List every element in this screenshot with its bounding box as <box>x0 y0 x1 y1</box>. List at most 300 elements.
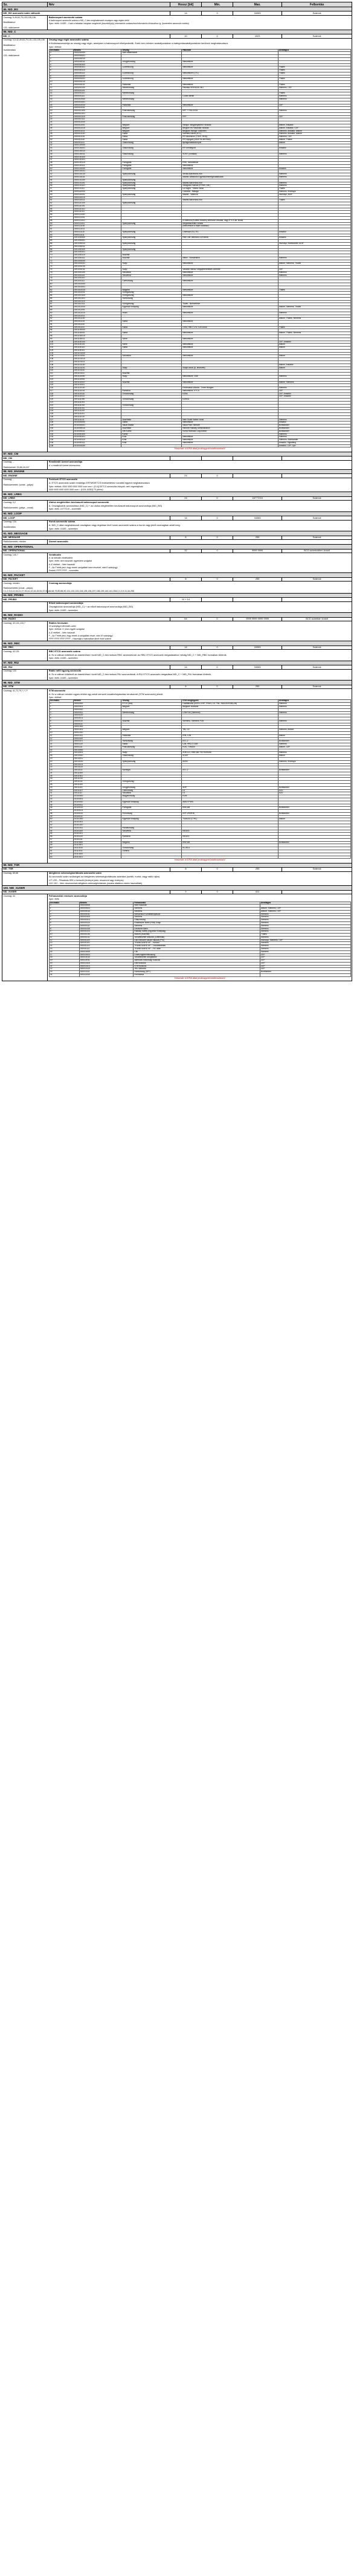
variable-name-text: NID_MESSAGE <box>3 536 21 539</box>
variable-max: 255 <box>233 685 282 689</box>
variable-min: 0 <box>202 617 233 621</box>
variable-min: 0 <box>202 516 233 521</box>
section-body-row <box>2 520 352 531</box>
xuser-codes-table-header-cell: Felhasználó <box>134 902 260 905</box>
xuser-codes-table-cell: TRAINGUARD MT – funkció <box>134 942 260 945</box>
country-codes-table-cell: 88 <box>49 306 73 309</box>
stm-codes-table-cell: Bombardier <box>278 841 350 844</box>
country-codes-table-cell: Alstom, Siemens <box>278 381 350 384</box>
country-codes-table-cell: 0010000000 <box>73 421 121 425</box>
country-codes-table-cell: 47 <box>49 188 73 191</box>
country-codes-table-cell: Belgium és Hollandia vonalak <box>182 127 278 130</box>
country-codes-table-cell: Nemzetkive, DAE <box>182 375 278 378</box>
section-values-row <box>2 516 352 521</box>
stm-codes-table-cell: 1 <box>49 705 73 708</box>
variable-name-text: NID_TSR <box>3 867 13 871</box>
stm-codes-table-cell: Horvátország <box>121 827 182 830</box>
country-codes-table-cell: 55 <box>49 211 73 214</box>
section-values-row <box>2 867 352 871</box>
variable-resolution: Számok <box>282 867 352 871</box>
country-codes-table-cell: 0000001001 <box>73 78 121 81</box>
section-body-row <box>2 501 352 511</box>
description-title: Rádió infill egység azonosító <box>48 669 82 673</box>
country-codes-table-cell: 0000111100 <box>73 225 121 228</box>
country-codes-table-cell: Belgium <box>121 124 182 127</box>
country-codes-table-cell: Nemzetkive <box>182 381 278 384</box>
country-codes-table-cell: 0000010101 <box>73 112 121 115</box>
variable-resolution: Számok <box>282 665 352 670</box>
country-codes-table-cell: 0001101010 <box>73 358 121 361</box>
description-title: Fedélzeti ETCS azonosító <box>48 478 78 481</box>
country-codes-table-cell: Ausztria <box>121 257 182 260</box>
country-codes-table-cell: CEF <box>278 104 350 107</box>
section-heading: 92. NID_OPERATIONAL <box>2 545 352 549</box>
country-codes-table-cell: 0000110000 <box>73 190 121 193</box>
description-note: Spec. érték <box>48 898 59 901</box>
country-codes-table-cell: 0001101001 <box>73 355 121 358</box>
stm-codes-table-cell: 2 <box>49 708 73 711</box>
country-codes-table-cell: 0000110010 <box>73 196 121 199</box>
xuser-codes-table-header-cell: Decimális <box>49 902 79 905</box>
country-codes-table-cell: 134 <box>49 439 73 442</box>
stm-codes-table-cell: 27 <box>49 781 73 784</box>
country-codes-table-cell: 120 <box>49 399 73 402</box>
country-codes-table-cell: Spanyolország <box>121 193 182 196</box>
stm-codes-table-cell: 49 <box>49 844 73 847</box>
stm-codes-table-cell: Csatlakozás (ASFA, KHP, TRIUV, LS, TBL, INDUSI/PZB/LZB) <box>182 703 278 706</box>
xuser-codes-table-cell: 000000001 <box>79 908 134 911</box>
stm-codes-table-cell: 18 <box>49 755 73 758</box>
country-codes-table-cell: 0001000101 <box>73 251 121 254</box>
xuser-codes-table-cell: CEF <box>260 968 350 971</box>
country-codes-table-cell: Thales <box>278 66 350 69</box>
xuser-codes-table-cell: 3 <box>49 913 79 916</box>
section-body-row <box>2 582 352 593</box>
stm-codes-table-header-cell: STM megjegyzés <box>182 700 278 703</box>
country-codes-table-cell: 0000100001 <box>73 147 121 150</box>
variable-resolution: BCD-számban kódolt <box>282 617 352 621</box>
stm-codes-table-cell: INDUSI <box>182 830 278 833</box>
xuser-codes-table-cell: CBI <box>134 950 260 953</box>
country-codes-table-cell: Svájc <box>121 263 182 266</box>
country-codes-table-cell: Belgium <box>121 130 182 133</box>
country-codes-table-cell: Ausztria <box>121 381 182 384</box>
country-codes-table-cell: Nemzetkive <box>182 306 278 309</box>
xuser-codes-table-cell: Siemens <box>134 908 260 911</box>
stm-codes-table-cell: 00101100 <box>73 830 121 833</box>
section-description <box>48 460 352 469</box>
country-codes-table-cell: 0000110001 <box>73 193 121 196</box>
country-codes-table-cell: 0000001100 <box>73 86 121 89</box>
variable-min: 0 <box>202 577 233 582</box>
country-codes-table-cell: 74 <box>49 266 73 269</box>
country-codes-table-cell: Nemzetkive, ETCS <box>182 389 278 392</box>
country-codes-table-cell: Invensys, Bombardier, ADIF <box>278 243 350 246</box>
country-codes-table-cell: Szlovákia <box>121 271 182 274</box>
country-codes-table-cell: 0000000100 <box>73 63 121 66</box>
country-codes-table-cell: 65 <box>49 240 73 243</box>
country-codes-table-cell: Madrid-Barcelona-Irún <box>182 182 278 185</box>
section-heading: 90. NID_LOOP <box>2 511 352 516</box>
country-codes-table-cell: Spanyolország <box>121 188 182 191</box>
col-hossz: Hossz [bit] <box>170 2 201 7</box>
country-codes-table-cell: Thales <box>278 326 350 329</box>
stm-codes-table-cell: Ausztria <box>121 720 182 723</box>
stm-codes-table-cell: 00010100 <box>73 760 121 763</box>
xuser-codes-table-cell: Railway Safety (Egyesült Királyság) <box>134 931 260 934</box>
country-codes-table-cell: 0000001010 <box>73 81 121 84</box>
description-title: Csomag azonosítója <box>48 581 72 585</box>
country-codes-table-cell: 18 <box>49 104 73 107</box>
stm-codes-table-cell: Szlovénia <box>121 830 182 833</box>
country-codes-table-cell: RFI nemlegiutt <box>182 147 278 150</box>
country-codes-table-cell: 0000010010 <box>73 104 121 107</box>
section-body-row <box>2 553 352 573</box>
country-codes-table-cell: Luxembourg <box>121 66 182 69</box>
xuser-codes-table-cell <box>260 974 350 977</box>
country-codes-table-cell: 119 <box>49 396 73 399</box>
stm-codes-table-cell: 00101110 <box>73 836 121 839</box>
footer-note: Használt: ki ERA által jóváhagyott kódkiosztástól <box>174 976 225 979</box>
country-codes-table-cell: 11 <box>49 84 73 87</box>
country-codes-table-cell: 130 <box>49 428 73 431</box>
country-codes-table-cell: 22 <box>49 115 73 118</box>
description-title: Balízcsoport azonosító száma <box>48 15 83 19</box>
country-codes-table-cell: Korea <box>121 433 182 436</box>
country-codes-table-cell: Hollandia <box>121 84 182 87</box>
country-codes-table-cell: 0001011000 <box>73 306 121 309</box>
stm-codes-table-cell: 00001001 <box>73 729 121 732</box>
xuser-codes-table-cell: 4 <box>49 916 79 919</box>
country-codes-table-cell: 2 <box>49 58 73 61</box>
country-codes-table-cell: GSM, HBO, LHL 2-es vonal <box>182 326 278 329</box>
country-codes-table-cell: 58 <box>49 219 73 222</box>
country-codes-table-cell: 0001110111 <box>73 396 121 399</box>
country-codes-table-cell: Nemzetkive <box>182 436 278 439</box>
xuser-codes-table-cell: 1 <box>49 908 79 911</box>
country-codes-table-cell: Tüzék., Nemzetkive <box>182 303 278 306</box>
country-codes-table-header-cell: Használt <box>182 49 278 52</box>
section-heading: 87. NID_CM <box>2 452 352 456</box>
country-codes-table-cell: 81 <box>49 286 73 289</box>
country-codes-table-header-cell: Alvállagos <box>278 49 350 52</box>
country-codes-table-cell: Nemzetkive <box>182 347 278 350</box>
stm-codes-table-cell: 00100010 <box>73 801 121 804</box>
country-codes-table-cell: CEF, Ansaldo <box>278 396 350 399</box>
xuser-codes-table-cell: Nem használt <box>134 905 260 908</box>
xuser-codes-table-cell: 000000010 <box>79 910 134 913</box>
country-codes-table-cell: Svédország <box>121 297 182 300</box>
country-codes-table-cell: 0000000000 <box>73 52 121 55</box>
country-codes-table-cell: Alstom, Siemens, Thales <box>278 306 350 309</box>
variable-resolution: Számok <box>282 685 352 689</box>
country-codes-table-cell: Nemzetkive <box>182 439 278 442</box>
stm-codes-table-cell: Siemens <box>278 743 350 746</box>
xuser-codes-table-cell: CEF <box>260 956 350 960</box>
country-codes-table-cell: Nem alkalmazott <box>121 52 182 55</box>
variable-name <box>2 536 170 540</box>
country-codes-table-cell: 3 <box>49 60 73 63</box>
section-heading: 95. NID_RADIO <box>2 613 352 617</box>
country-codes-table-cell: Svájci vonal (A, tervezett) <box>182 367 278 370</box>
country-codes-table-cell: Spanyolország <box>121 179 182 182</box>
stm-codes-table-cell: 00101000 <box>73 818 121 821</box>
variable-length: 14 <box>170 11 201 16</box>
col-nev: Név <box>48 2 170 7</box>
country-codes-table-cell: Olaszország <box>121 147 182 150</box>
stm-codes-table-cell: 26 <box>49 778 73 781</box>
stm-codes-table-cell: Alstom, CEF <box>278 746 350 749</box>
stm-codes-table-cell: AZD <box>278 792 350 795</box>
country-codes-table-cell: 16 <box>49 98 73 101</box>
country-codes-table-cell: 0001100011 <box>73 338 121 341</box>
section-values-row <box>2 496 352 501</box>
section-heading-row <box>2 593 352 597</box>
country-codes-table-cell: Ansaldo, Signalling <box>278 441 350 444</box>
country-codes-table-cell: 113 <box>49 378 73 381</box>
country-codes-table-cell: Nemzetkive <box>182 332 278 335</box>
variable-length: 10 + 14 <box>170 598 201 602</box>
xuser-codes-table-cell: 16 <box>49 950 79 953</box>
variable-length: 32 <box>170 549 201 553</box>
xuser-codes-table-cell: CEF <box>260 960 350 963</box>
country-codes-table-cell: 41 <box>49 170 73 173</box>
stm-codes-table-cell: Németország <box>121 711 182 714</box>
stm-codes-table-cell: 00000110 <box>73 720 121 723</box>
country-codes-table-cell: Siemens <box>278 182 350 185</box>
country-codes-table-cell: Saudi Arábia <box>121 425 182 428</box>
stm-codes-table-cell: LS <box>182 789 278 792</box>
country-codes-table-cell: Spanyolország <box>121 222 182 225</box>
xuser-codes-table-cell: 5 <box>49 919 79 922</box>
stm-codes-table-cell: Litvánia <box>121 850 182 853</box>
stm-codes-table-cell: 00010000 <box>73 749 121 752</box>
country-codes-table-cell: megvalasztható vonala <box>182 222 278 225</box>
country-codes-table-cell: Siemens <box>278 173 350 176</box>
description-title: Rádiós hívószám <box>48 621 68 624</box>
col-felbontas: Felbontás <box>282 2 352 7</box>
stm-codes-table-cell: Franciaország <box>121 746 182 749</box>
country-codes-table-cell: 0 <box>49 52 73 55</box>
variable-length: 8 <box>170 867 201 871</box>
xuser-codes-table-cell: Rhaetische Bahn (RhB) Svájc <box>134 921 260 924</box>
xuser-codes-table-cell: Siemens <box>134 924 260 928</box>
country-codes-table-cell: Románia <box>121 389 182 392</box>
country-codes-table-cell: 84 <box>49 295 73 298</box>
country-codes-table-cell: 43 <box>49 176 73 179</box>
stm-codes-table-cell <box>121 856 182 859</box>
country-codes-table-cell: 0010001000 <box>73 444 121 447</box>
country-codes-table-cell: Nemzetkive <box>182 321 278 324</box>
country-codes-table-cell: Madrid - Valencia <box>182 193 278 196</box>
country-codes-table-cell: Siemens <box>278 110 350 113</box>
country-codes-table-cell: Nemzetkive <box>182 78 278 81</box>
stm-codes-table-cell: 28 <box>49 784 73 787</box>
country-codes-table-cell: 26 <box>49 127 73 130</box>
country-codes-table-cell: 116 <box>49 387 73 390</box>
section-body-row <box>2 871 352 886</box>
country-codes-table-cell: Siemens <box>278 257 350 260</box>
country-codes-table-cell: 36 <box>49 156 73 159</box>
stm-codes-table-cell: 00000010 <box>73 708 121 711</box>
stm-codes-table-cell: 3 <box>49 711 73 714</box>
country-codes-table-cell: Egyesült Királyság <box>121 306 182 309</box>
country-codes-table-cell: 0001111000 <box>73 399 121 402</box>
stm-codes-table-cell: 39 <box>49 815 73 818</box>
country-codes-table-cell: 0001100101 <box>73 344 121 347</box>
stm-codes-table-cell: 00101010 <box>73 824 121 827</box>
stm-codes-table-cell: Portugália <box>121 807 182 810</box>
country-codes-table-cell: 29 <box>49 136 73 139</box>
description-text: A: Ez a változó kötelező az áramkörben hívott NID_C-hez tartozó RBC azonosítónál. Az RBC ETCS azonosító megadásához mindig NID_C + NID_RBC formában történik. <box>48 653 227 656</box>
stm-codes-table-cell: 00001000 <box>73 726 121 729</box>
variable-length: 8 <box>170 685 201 689</box>
country-codes-table-cell: 0000000110 <box>73 69 121 72</box>
variable-name-text: NID_RBC <box>3 646 14 649</box>
country-codes-table-cell: 0010000011 <box>73 430 121 433</box>
stm-codes-table-cell: 00011100 <box>73 784 121 787</box>
stm-codes-table-cell: Belgium <box>121 729 182 732</box>
country-codes-table-cell: SONT (vonalak) <box>182 153 278 156</box>
country-codes-table-cell: 27 <box>49 130 73 133</box>
variable-resolution: Számok <box>282 516 352 521</box>
country-codes-table-cell: Nemzetkive <box>182 104 278 107</box>
country-codes-table-cell: Nemzetkive <box>182 271 278 274</box>
country-codes-table-cell: 23 <box>49 118 73 121</box>
section-usage: Rádióüzenetek: minden <box>2 540 48 545</box>
description-title: Utolsó megfelelően beolvasott balízcsoport azonosító <box>48 500 109 504</box>
stm-codes-table-cell: 00011111 <box>73 792 121 795</box>
country-codes-table-cell: 131 <box>49 430 73 433</box>
country-codes-table-cell: 0010000100 <box>73 433 121 436</box>
country-codes-table-cell: 0000011101 <box>73 136 121 139</box>
stm-codes-table-cell: Bulgária <box>121 841 182 844</box>
xuser-codes-table-cell: 6 <box>49 921 79 924</box>
country-codes-table-cell: Alstom <box>278 347 350 350</box>
description-note: Spec. értékek <box>48 45 62 48</box>
country-codes-table-cell: 28 <box>49 133 73 136</box>
stm-codes-table-cell: Siemens <box>278 752 350 755</box>
country-codes-table-cell: 0001110011 <box>73 384 121 387</box>
section-description <box>48 16 352 30</box>
country-codes-table-cell: 0000101000 <box>73 167 121 170</box>
stm-codes-table-cell: Siemens, Alstom <box>278 729 350 732</box>
xuser-codes-table-header-cell: Bináris <box>79 902 134 905</box>
country-codes-table-cell: Dánia <box>121 133 182 136</box>
country-codes-table <box>49 49 351 448</box>
country-codes-table-cell: 0000100000 <box>73 144 121 147</box>
section-description <box>48 621 352 641</box>
country-codes-table-cell: 0001110010 <box>73 381 121 384</box>
country-codes-table-cell: Siemens <box>278 153 350 156</box>
stm-codes-table-cell: 29 <box>49 786 73 789</box>
country-codes-table-cell: Ausztrália <box>121 428 182 431</box>
country-codes-table-cell: 40 <box>49 167 73 170</box>
country-codes-table-cell: 0000011010 <box>73 127 121 130</box>
xuser-codes-table-cell: 000001010 <box>79 934 134 937</box>
stm-codes-table-cell: 00100110 <box>73 812 121 815</box>
xuser-codes-table-cell: Fenntartva <box>134 974 260 977</box>
stm-codes-table-cell: 00100011 <box>73 804 121 807</box>
section-heading-row <box>2 531 352 536</box>
country-codes-table-cell: Nemzetkive <box>182 441 278 444</box>
country-codes-table-cell: 33 <box>49 147 73 150</box>
section-heading: 91. NID_MESSAGE <box>2 531 352 536</box>
country-codes-table-cell: Alstom, Ansaldo, CEF <box>278 127 350 130</box>
section-heading: 99. NID_TSR <box>2 863 352 867</box>
country-codes-table-cell: 37 <box>49 159 73 162</box>
country-codes-table-cell: Spanyolország <box>121 173 182 176</box>
section-heading-row <box>2 469 352 473</box>
description-title: Rendkívüli üzenet azonosítója <box>48 460 83 464</box>
stm-codes-table-cell: 48 <box>49 841 73 844</box>
stm-codes-table-cell: 00001011 <box>73 734 121 737</box>
country-codes-table-cell: Svájc <box>121 367 182 370</box>
stm-codes-table-cell: Alstom <box>278 818 350 821</box>
section-usage: Csomag: 44 <box>2 894 48 981</box>
xuser-codes-table-cell: 000000000 <box>79 905 134 908</box>
country-codes-table-cell: Belgiumi Inkrigió: kölönbén <box>182 130 278 133</box>
xuser-codes-table-cell: 000001001 <box>79 931 134 934</box>
stm-codes-table-cell: 00100101 <box>73 810 121 813</box>
country-codes-table-cell: 0001111100 <box>73 410 121 413</box>
country-codes-table-cell: 67 <box>49 245 73 248</box>
description-note: 127–255 – Pénztartás RBC-n keresztül (érvényre jutás: visszavont vagy érvényes) <box>48 879 124 882</box>
section-usage: Csomag: 5,49,63,79,133,135,136, Beállításhoz: 133, rádióüzenet <box>2 16 48 30</box>
stm-codes-table-cell: 00100000 <box>73 795 121 798</box>
description-text: A födöskazonosítója az ország vagy régió, amelyben a balízcsoport elhelyezkedik. Ezek nem minden szabályozásban a kategóriaszabályozásban kerülnek meghatározásra. <box>48 41 228 45</box>
country-codes-table-header-cell: Bináris <box>73 49 121 52</box>
section-heading: 100. NID_XUSER <box>2 886 352 890</box>
country-codes-table-cell: 70 <box>49 254 73 257</box>
description-note: A balízcsoport azonosító száma a NID_C-ben meghatározott országon vagy régión belül. <box>48 19 130 22</box>
country-codes-table-cell: Franciaország <box>121 115 182 118</box>
country-codes-table-cell: 61 <box>49 228 73 231</box>
country-codes-table-cell: 76 <box>49 271 73 274</box>
stm-codes-table-cell: 12 <box>49 737 73 740</box>
stm-codes-table-cell: Hollandia <box>121 734 182 737</box>
variable-resolution: Számok <box>282 11 352 16</box>
country-codes-table-cell: 103 <box>49 349 73 352</box>
country-codes-table-cell: 121 <box>49 401 73 404</box>
country-codes-table-cell: 0001101101 <box>73 367 121 370</box>
country-codes-table-cell: 69 <box>49 251 73 254</box>
country-codes-table-cell: 0000110101 <box>73 205 121 208</box>
country-codes-table-cell: 0001111101 <box>73 413 121 416</box>
variable-length: 64 <box>170 617 201 621</box>
country-codes-table-cell: 0001110100 <box>73 387 121 390</box>
variable-max: 255 <box>233 536 282 540</box>
stm-codes-table-cell: 43 <box>49 827 73 830</box>
xuser-codes-table-cell: CEF <box>260 962 350 965</box>
xuser-codes-table-cell: Bombardier <box>260 971 350 974</box>
country-codes-table-cell: 0000010011 <box>73 107 121 110</box>
country-codes-table-cell: (Nemzetkive a teljes szakasz) <box>182 225 278 228</box>
country-codes-table-cell: 72 <box>49 260 73 263</box>
country-codes-table-cell: Belgium <box>121 127 182 130</box>
section-values-row <box>2 549 352 553</box>
country-codes-table-cell: CEF <box>278 115 350 118</box>
xuser-codes-table-cell: Invensys, Siemens, CEF <box>260 939 350 942</box>
col-max: Max. <box>233 2 282 7</box>
section-heading-row <box>2 30 352 34</box>
description-text: A: ETCS azonosító szám rendeligs ERTMS/ETCS fedélzetiéhez vonattól egyedi meghatározásra <box>48 481 150 484</box>
stm-codes-table-cell: SCMT <box>182 755 278 758</box>
stm-codes-table-cell: 34 <box>49 801 73 804</box>
country-codes-table-cell: Invensys, ADIF <box>278 193 350 196</box>
country-codes-table-cell: Madrid-Barcelona-Irún <box>182 199 278 202</box>
xuser-codes-table-cell: Siemens <box>260 948 350 951</box>
